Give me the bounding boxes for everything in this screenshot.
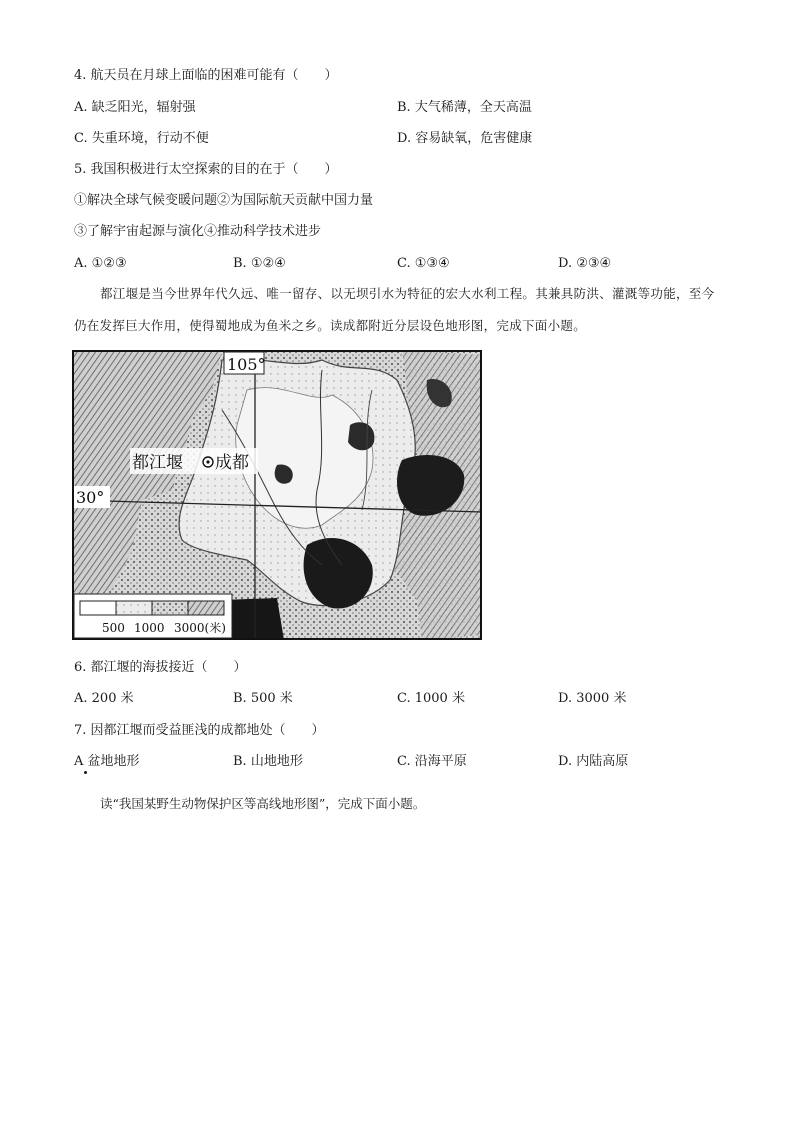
q4-option-a: A. 缺乏阳光，辐射强 xyxy=(74,100,196,115)
passage-text: 都江堰是当今世界年代久远、唯一留存、以无坝引水为特征的宏大水利工程。其兼具防洪、灌溉等功能，至今仍在发挥巨大作用，使得蜀地成为鱼米之乡。读成都附近分层设色地形图，完成下面小题。 xyxy=(74,286,715,333)
next-section-prompt: 读“我国某野生动物保护区等高线地形图”，完成下面小题。 xyxy=(100,796,426,811)
q7-option-c: C. 沿海平原 xyxy=(397,754,467,769)
q6-stem: 6. 都江堰的海拔接近（ ） xyxy=(74,660,247,675)
q5-option-c: C. ①③④ xyxy=(397,256,450,271)
q5-statement-line-1: ①解决全球气候变暖问题②为国际航天贡献中国力量 xyxy=(74,193,374,208)
q4-option-d: D. 容易缺氧，危害健康 xyxy=(397,131,533,146)
q4-option-b: B. 大气稀薄，全天高温 xyxy=(397,100,532,115)
map-legend-swatch-1 xyxy=(80,601,116,615)
map-lat-label: 30° xyxy=(76,488,105,507)
q7-option-b: B. 山地地形 xyxy=(233,754,303,769)
q7-option-d: D. 内陆高原 xyxy=(558,754,629,769)
q5-option-d: D. ②③④ xyxy=(558,256,612,271)
q6-option-a: A. 200 米 xyxy=(74,691,134,706)
q5-option-a: A. ①②③ xyxy=(74,256,127,271)
terrain-map xyxy=(72,350,482,640)
q4-option-c: C. 失重环境，行动不便 xyxy=(74,131,209,146)
passage xyxy=(74,278,724,342)
q6-option-c: C. 1000 米 xyxy=(397,691,465,706)
q5-stem: 5. 我国积极进行太空探索的目的在于（ ） xyxy=(74,162,338,177)
map-legend-value-3000: 3000(米) xyxy=(174,621,226,635)
q7-stem: 7. 因都江堰而受益匪浅的成都地处（ ） xyxy=(74,723,325,738)
q7-option-a: A 盆地地形 xyxy=(74,754,140,769)
map-legend-swatch-3 xyxy=(152,601,188,615)
q5-option-b: B. ①②④ xyxy=(233,256,286,271)
map-legend-swatch-2 xyxy=(116,601,152,615)
q4-stem: 4. 航天员在月球上面临的困难可能有（ ） xyxy=(74,68,338,83)
map-legend-swatch-4 xyxy=(188,601,224,615)
map-lon-label: 105° xyxy=(227,355,266,374)
map-chengdu-label: 成都 xyxy=(215,453,249,473)
stray-dot xyxy=(84,771,87,774)
map-legend-value-500: 500 xyxy=(102,621,125,635)
map-legend-value-1000: 1000 xyxy=(134,621,165,635)
map-chengdu-marker-center xyxy=(206,460,209,463)
q5-statement-line-2: ③了解宇宙起源与演化④推动科学技术进步 xyxy=(74,224,322,239)
map-dujiangyan-label: 都江堰 xyxy=(132,453,183,473)
q6-option-d: D. 3000 米 xyxy=(558,691,627,706)
q6-option-b: B. 500 米 xyxy=(233,691,293,706)
